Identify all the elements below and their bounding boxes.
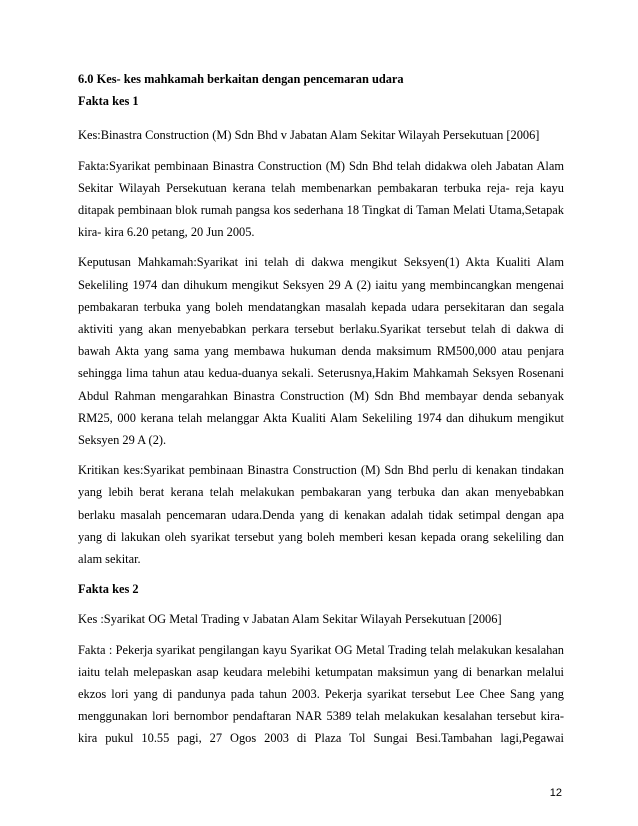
- case1-title: Fakta kes 1: [78, 94, 139, 109]
- case1-keputusan: Keputusan Mahkamah:Syarikat ini telah di dakwa mengikut Seksyen(1) Akta Kualiti Alam Sekeliling 1974 dan dihukum mengikut Seksyen 29 A (2) iaitu yang membincangkan mengenai pembakaran terbuka yang boleh mendatangkan masalah kepada udara persekitaran dan segala aktiviti yang akan menyebabkan perkara tersebut berlaku.Syarikat tersebut telah di dakwa di bawah Akta yang sama yang membawa hukuman denda maksimum RM500,000 atau penjara sehingga lima tahun atau kedua-duanya sekali. Seterusnya,Hakim Mahkamah Seksyen Rosenani Abdul Rahman mengarahkan Binastra Construction (M) Sdn Bhd membayar denda sebanyak RM25, 000 kerana telah melanggar Akta Kualiti Alam Sekeliling 1974 dan dihukum mengikut Seksyen 29 A (2).: [78, 255, 564, 448]
- case1-kritikan: Kritikan kes:Syarikat pembinaan Binastra Construction (M) Sdn Bhd perlu di kenakan tindakan yang lebih berat kerana telah melakukan pembakaran yang terbuka dan akan menyebabkan berlaku masalah pencemaran udara.Denda yang di kenakan adalah tidak setimpal dengan apa yang di lakukan oleh syarikat tersebut yang boleh memberi kesan kepada orang sekeliling dan alam sekitar.: [78, 463, 564, 567]
- section-heading: 6.0 Kes- kes mahkamah berkaitan dengan pencemaran udara: [78, 72, 404, 86]
- case1-kes: Kes:Binastra Construction (M) Sdn Bhd v Jabatan Alam Sekitar Wilayah Persekutuan [2006]: [78, 128, 540, 143]
- document-body: [78, 68, 564, 750]
- case2-kes: Kes :Syarikat OG Metal Trading v Jabatan Alam Sekitar Wilayah Persekutuan [2006]: [78, 612, 502, 627]
- page-number: 12: [549, 787, 562, 799]
- case1-fakta: Fakta:Syarikat pembinaan Binastra Construction (M) Sdn Bhd telah didakwa oleh Jabatan Alam Sekitar Wilayah Persekutuan kerana telah membenarkan pembakaran terbuka reja- reja kayu ditapak pembinaan blok rumah pangsa kos sederhana 18 Tingkat di Taman Melati Utama,Setapak kira- kira 6.20 petang, 20 Jun 2005.: [78, 158, 564, 240]
- case2-title: Fakta kes 2: [78, 582, 139, 597]
- case2-fakta: Fakta : Pekerja syarikat pengilangan kayu Syarikat OG Metal Trading telah melakukan kesalahan iaitu telah melepaskan asap keudara melebihi ketumpatan maksimun yang di benarkan melalui ekzos lori yang di pandunya pada tahun 2003. Pekerja syarikat tersebut Lee Chee Sang yang menggunakan lori bernombor pendaftaran NAR 5389 telah melakukan kesalahan tersebut kira-kira pukul 10.55 pagi, 27 Ogos 2003 di Plaza Tol Sungai Besi.Tambahan lagi,Pegawai: [78, 642, 564, 746]
